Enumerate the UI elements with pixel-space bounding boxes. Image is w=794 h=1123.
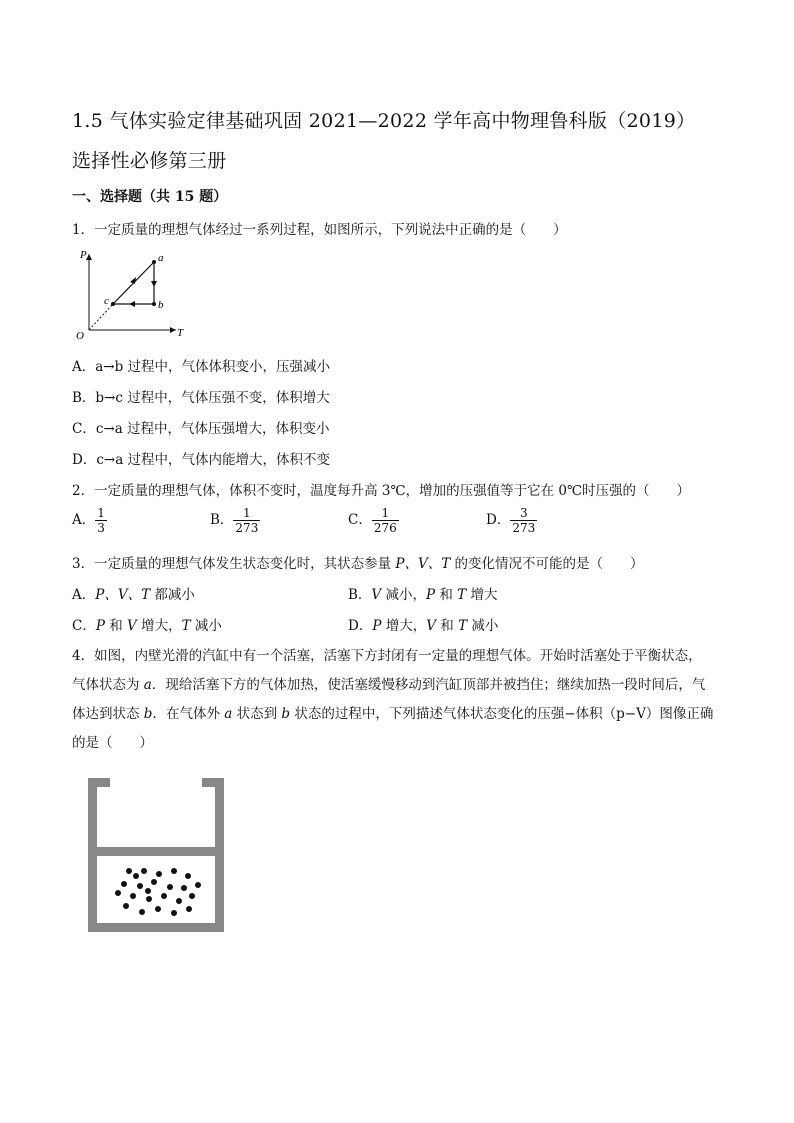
label-o: O — [76, 330, 84, 342]
q4-line-4: 的是（ ） — [72, 735, 153, 751]
arrow-down-icon — [151, 281, 157, 287]
q2-option-a: A． $\frac{1}{3}$ — [72, 506, 105, 535]
label-b: b — [158, 299, 164, 311]
q3-option-c: C．P 和 V 增大，T 减小 — [72, 618, 222, 634]
arrow-up-right-icon — [130, 277, 136, 284]
fraction: $\frac{1}{276}$ — [373, 506, 397, 535]
question-4-stem — [72, 642, 732, 758]
q1-option-a: A．a→b 过程中，气体体积变小，压强减小 — [72, 359, 331, 375]
q1-option-c: C．c→a 过程中，气体压强增大，体积变小 — [72, 421, 330, 437]
question-3-stem: 3．一定质量的理想气体发生状态变化时，其状态参量 P、V、T 的变化情况不可能的是（ ） — [72, 556, 644, 572]
cylinder-piston-figure — [88, 778, 228, 934]
q1-option-d: D．c→a 过程中，气体内能增大，体积不变 — [72, 452, 331, 468]
fraction: $\frac{1}{273}$ — [235, 506, 259, 535]
q2-option-c: C． $\frac{1}{276}$ — [348, 506, 397, 535]
q3-option-d: D．P 增大，V 和 T 减小 — [348, 618, 499, 634]
document-title-line-1: 1.5 气体实验定律基础巩固 2021—2022 学年高中物理鲁科版（2019） — [72, 110, 696, 132]
label-p: P — [80, 249, 87, 261]
extension-dashed-line — [89, 304, 113, 330]
document-title-line-2: 选择性必修第三册 — [72, 150, 227, 172]
arrow-left-icon — [129, 301, 135, 307]
q3-option-a: A．P、V、T 都减小 — [72, 587, 195, 603]
cylinder-left-wall — [88, 778, 97, 932]
section-heading: 一、选择题（共 15 题） — [72, 189, 228, 205]
fraction: $\frac{3}{273}$ — [512, 506, 536, 535]
cylinder-right-wall — [215, 778, 224, 932]
label-a: a — [158, 252, 164, 264]
question-2-stem: 2．一定质量的理想气体，体积不变时，温度每升高 3℃，增加的压强值等于它在 0℃时压强的（ ） — [72, 483, 691, 499]
cylinder-bottom — [88, 923, 224, 932]
question-1-stem: 1．一定质量的理想气体经过一系列过程，如图所示，下列说法中正确的是（ ） — [72, 222, 567, 238]
pt-diagram — [72, 244, 192, 344]
piston — [97, 847, 215, 856]
q3-option-b: B．V 减小，P 和 T 增大 — [348, 587, 498, 603]
q4-line-3: 体达到状态 b．在气体外 a 状态到 b 状态的过程中，下列描述气体状态变化的压强−体积（p−V）图像正确 — [72, 706, 714, 722]
fraction: $\frac{1}{3}$ — [97, 506, 105, 535]
label-c: c — [104, 295, 109, 307]
gas-molecules — [115, 868, 201, 916]
q2-option-b: B． $\frac{1}{273}$ — [210, 506, 259, 535]
q4-line-2: 气体状态为 a．现给活塞下方的气体加热，使活塞缓慢移动到汽缸顶部并被挡住；继续加热一段时间后，气 — [72, 677, 706, 693]
q2-option-d: D． $\frac{3}{273}$ — [486, 506, 536, 535]
label-t: T — [177, 327, 184, 339]
q1-option-b: B．b→c 过程中，气体压强不变，体积增大 — [72, 390, 330, 406]
q4-line-1: 4．如图，内壁光滑的汽缸中有一个活塞，活塞下方封闭有一定量的理想气体。开始时活塞处于平衡状态， — [72, 648, 702, 664]
